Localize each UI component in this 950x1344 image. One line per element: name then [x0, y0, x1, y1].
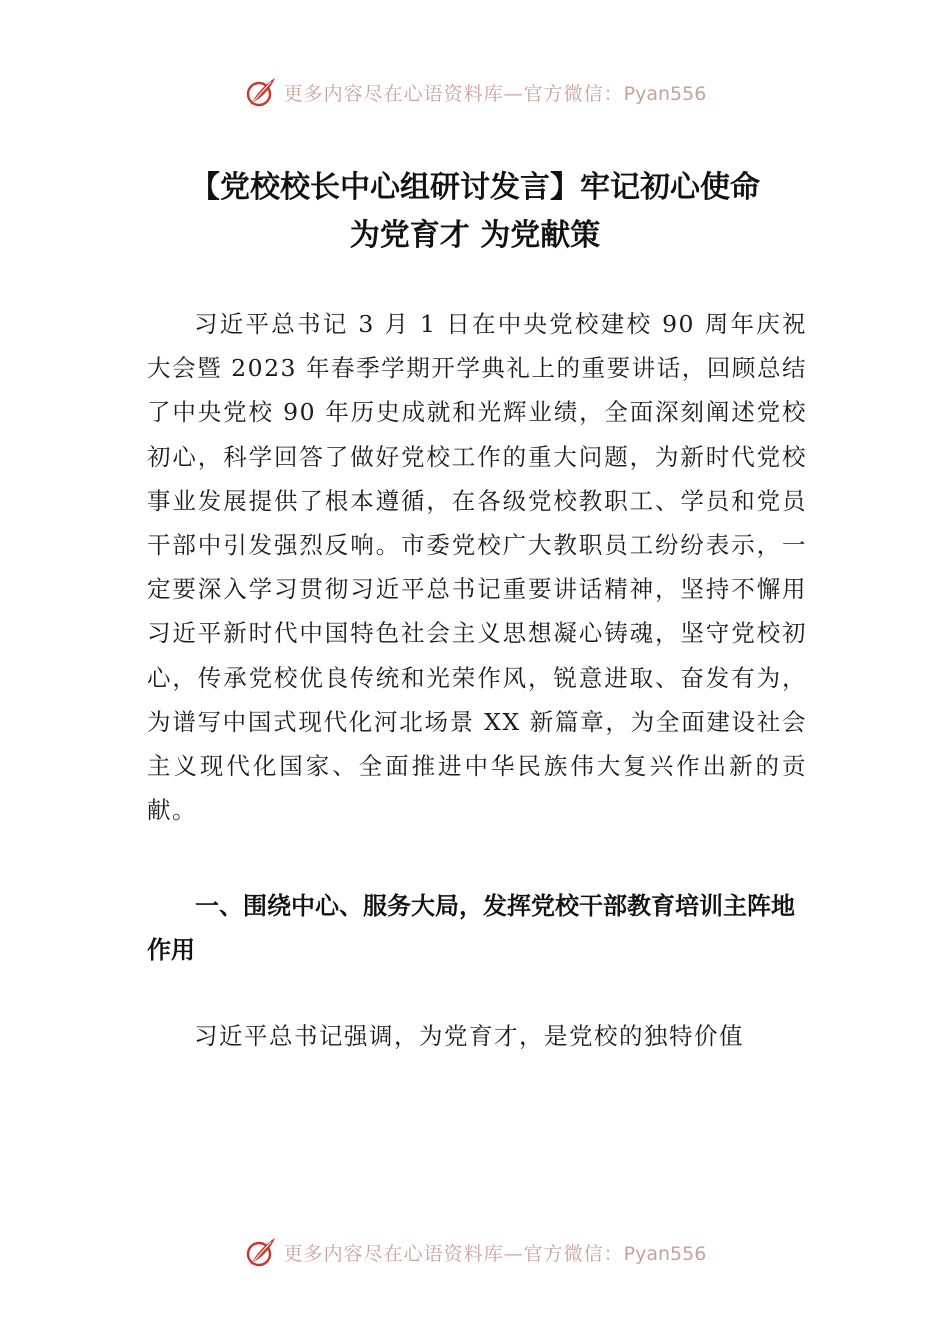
section-heading-1: 一、围绕中心、服务大局，发挥党校干部教育培训主阵地作用: [147, 892, 795, 964]
document-title: [100, 164, 850, 260]
title-line-2: 为党育才 为党献策: [349, 218, 601, 253]
feather-pen-logo-icon: [244, 75, 278, 109]
watermark-text: 更多内容尽在心语资料库—官方微信：Pyan556: [283, 82, 707, 105]
watermark-footer: [0, 1232, 950, 1272]
section-1-paragraph: 习近平总书记强调，为党育才，是党校的独特价值: [194, 1022, 744, 1050]
watermark-text: 更多内容尽在心语资料库—官方微信：Pyan556: [283, 1242, 707, 1265]
watermark-header: [0, 72, 950, 112]
feather-pen-logo-icon: [244, 1235, 278, 1269]
title-line-1: 【党校校长中心组研讨发言】牢记初心使命: [190, 170, 760, 205]
intro-paragraph: 习近平总书记 3 月 1 日在中央党校建校 90 周年庆祝大会暨 2023 年春季学期开学典礼上的重要讲话，回顾总结了中央党校 90 年历史成就和光辉业绩，全面深刻阐述党校初心，科学回答了做好党校工作的重大问题，为新时代党校事业发展提供了根本遵循，在各级党校教职工、学员和党员干部中引发强烈反响。市委党校广大教职员工纷纷表示，一定要深入学习贯彻习近平总书记重要讲话精神，坚持不懈用习近平新时代中国特色社会主义思想凝心铸魂，坚守党校初心，传承党校优良传统和光荣作风，锐意进取、奋发有为，为谱写中国式现代化河北场景 XX 新篇章，为全面建设社会主义现代化国家、全面推进中华民族伟大复兴作出新的贡献。: [147, 310, 807, 825]
